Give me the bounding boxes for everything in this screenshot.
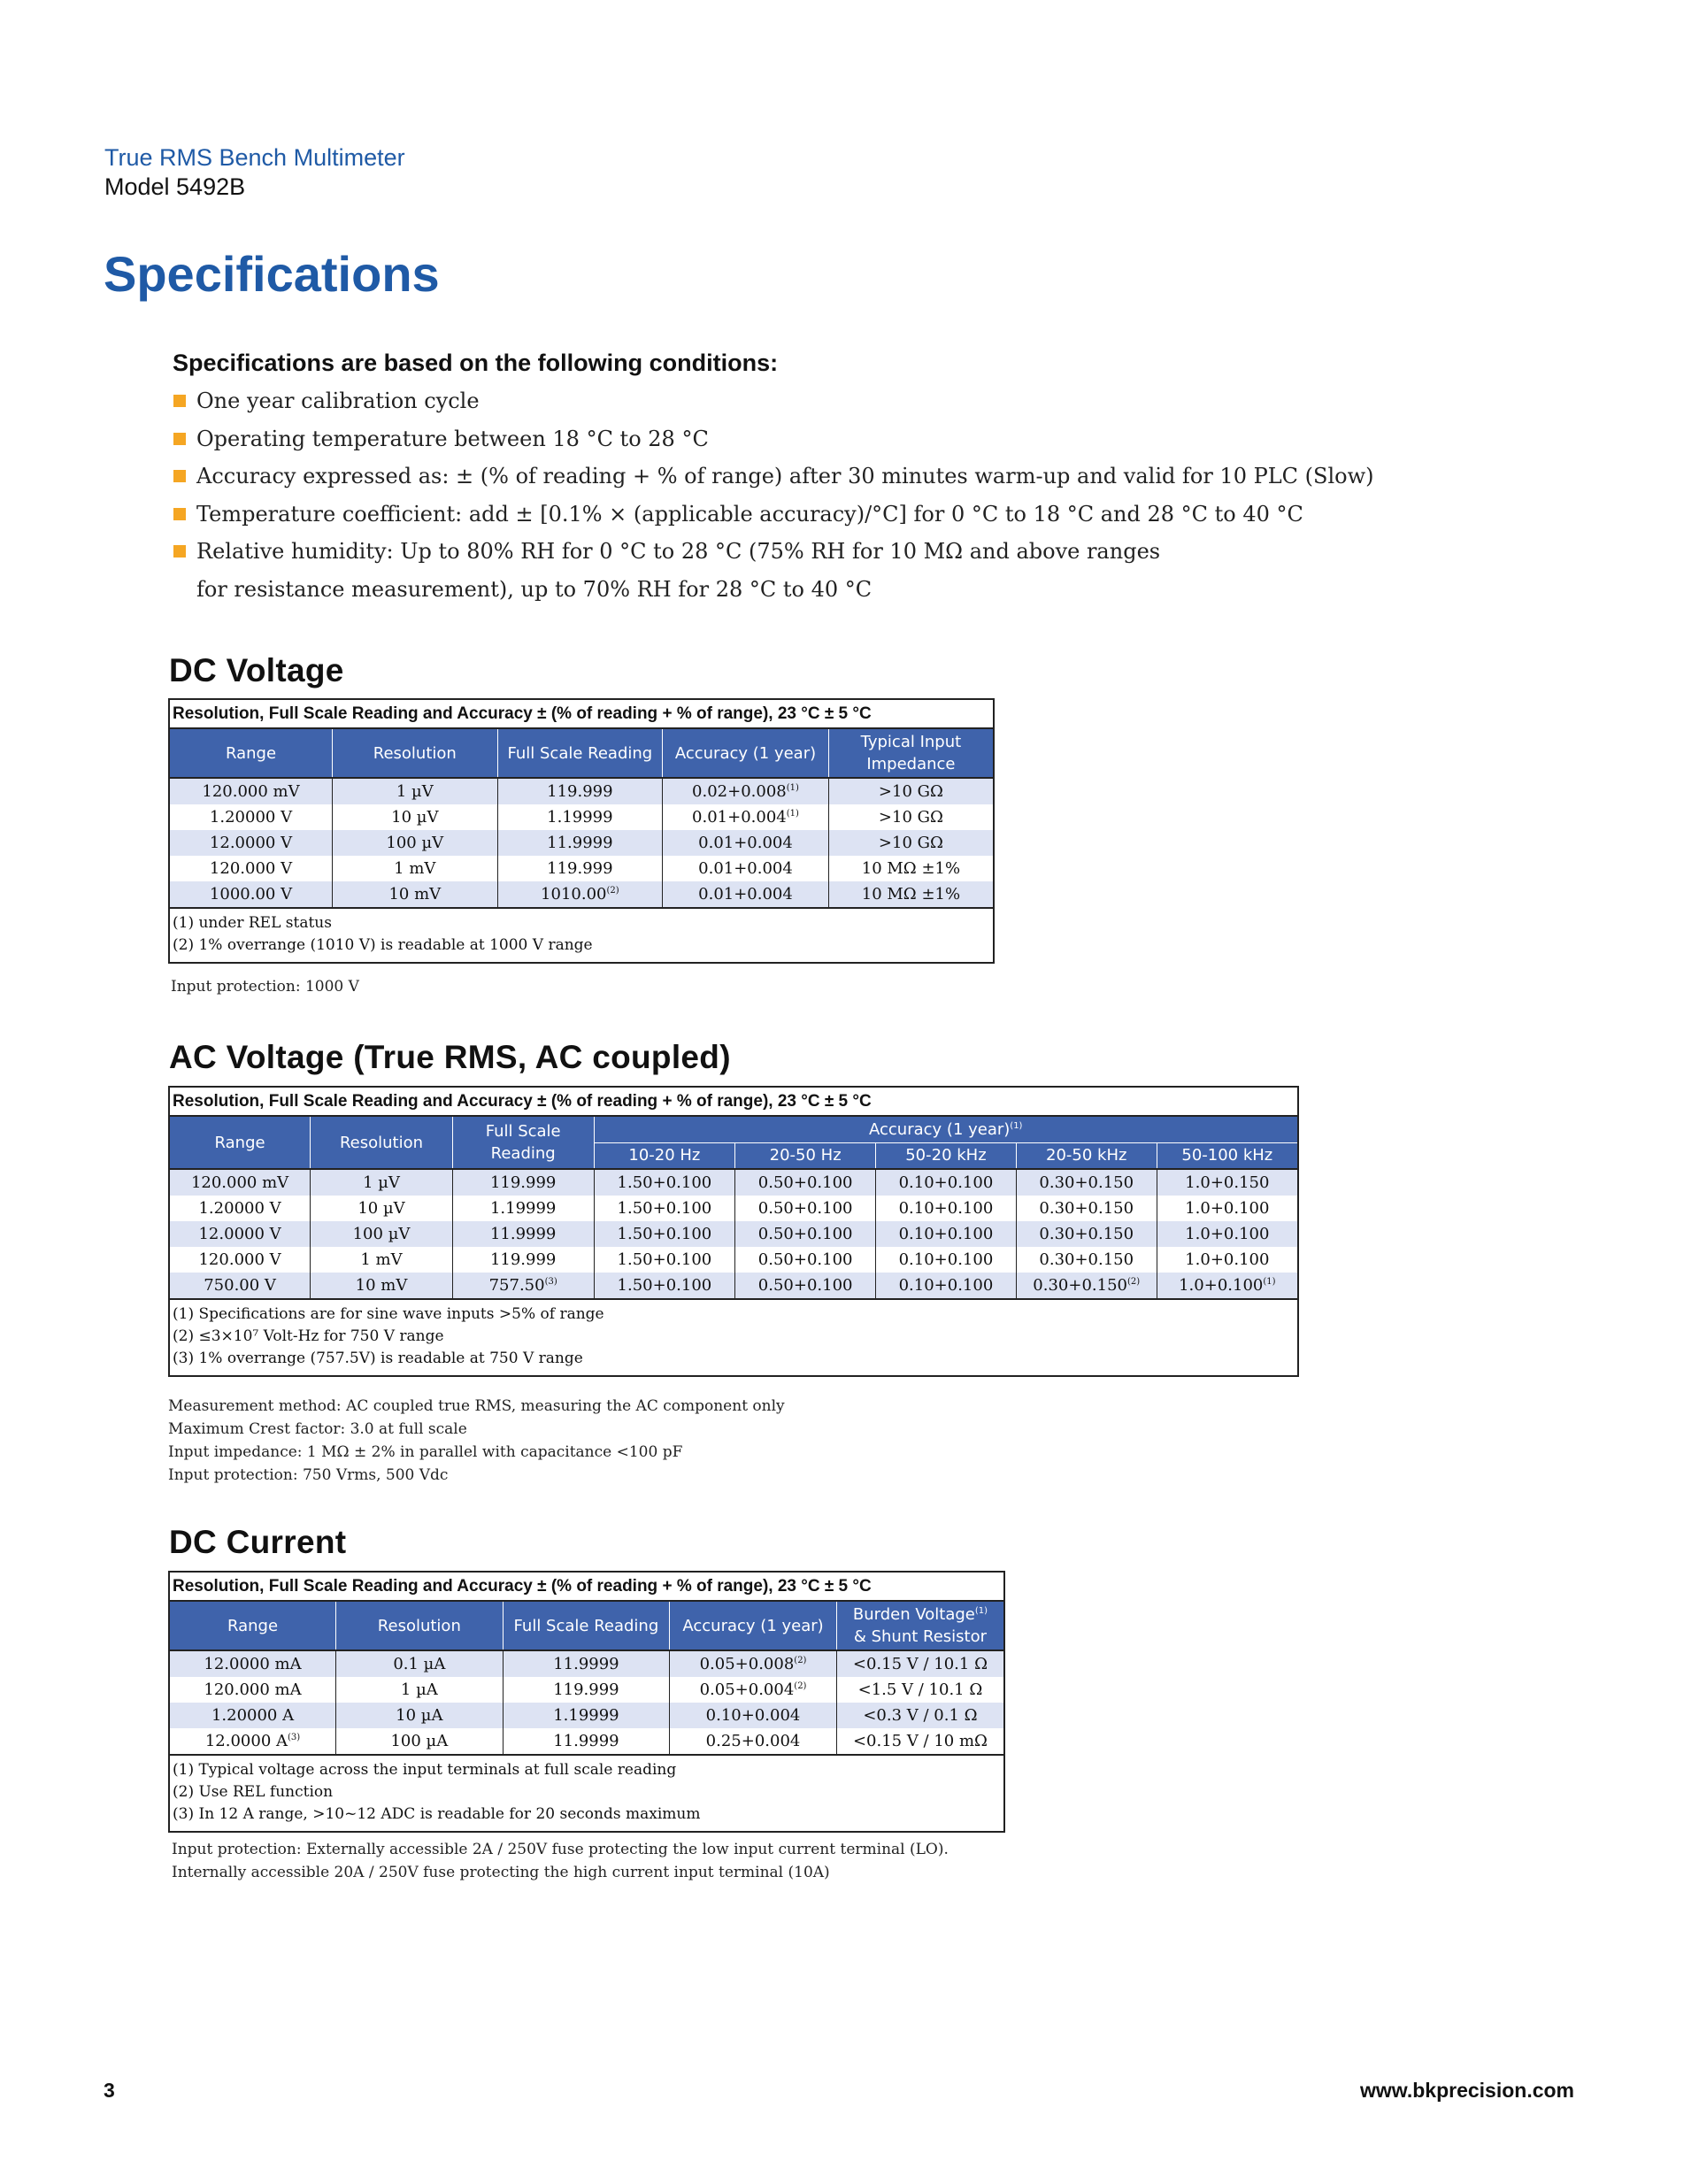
column-subheader: 10-20 Hz [594,1142,735,1169]
conditions-heading: Specifications are based on the following conditions: [173,350,779,376]
column-header: Resolution [333,728,498,778]
column-header: Accuracy (1 year)$^{(1)}$ [594,1116,1298,1142]
table-row: 750.00 V 10 mV 757.50$^{(3)}$ 1.50+0.100 0.50+0.100 0.10+0.100 $0.30+0.150^{(2)}$ $1.0+0.100^{(1)}$ [169,1273,1298,1299]
table-row: 1.20000 V 10 µV 1.19999 1.50+0.100 0.50+0.100 0.10+0.100 0.30+0.150 1.0+0.100 [169,1196,1298,1221]
table-row: 120.000 mV 1 µV 119.999 $0.02+0.008^{(1)}$ >10 GΩ [169,778,994,804]
list-item: Temperature coefficient: add ± [0.1% × (applicable accuracy)/°C] for 0 °C to 18 °C and 28 °C to 40 °C [173,496,1374,534]
bullet-square-icon [173,508,186,520]
table-row: 12.0000 mA 0.1 µA 11.9999 $0.05+0.008^{(2)}$ <0.15 V / 10.1 Ω [169,1650,1004,1677]
column-subheader: 50-100 kHz [1157,1142,1298,1169]
column-header: Full Scale Reading [497,728,663,778]
table-row: 1000.00 V 10 mV 1010.00$^{(2)}$ 0.01+0.004 10 MΩ ±1% [169,881,994,908]
website-url: www.bkprecision.com [1360,2079,1574,2102]
page-number: 3 [104,2079,115,2102]
column-subheader: 20-50 Hz [735,1142,876,1169]
ac-voltage-title: AC Voltage (True RMS, AC coupled) [169,1039,731,1075]
column-header: Resolution [311,1116,453,1169]
ac-voltage-table [168,1086,1299,1377]
table-row: 120.000 mV 1 µV 119.999 1.50+0.100 0.50+0.100 0.10+0.100 0.30+0.150 1.0+0.150 [169,1169,1298,1196]
table-row: 120.000 V 1 mV 119.999 0.01+0.004 10 MΩ ±1% [169,856,994,881]
column-subheader: 50-20 kHz [876,1142,1017,1169]
column-header: Accuracy (1 year) [670,1601,837,1650]
list-item: Accuracy expressed as: ± (% of reading + % of range) after 30 minutes warm-up and valid for 10 PLC (Slow) [173,458,1374,496]
column-header: Accuracy (1 year) [663,728,829,778]
bullet-square-icon [173,395,186,407]
list-item: Relative humidity: Up to 80% RH for 0 °C to 28 °C (75% RH for 10 MΩ and above ranges for resistance measurement), up to 70% RH for 28 °C to 40 °C [173,533,1374,608]
dc-voltage-title: DC Voltage [169,652,344,688]
table-row: 12.0000 $A^{(3)}$ 100 µA 11.9999 0.25+0.004 <0.15 V / 10 mΩ [169,1728,1004,1755]
ac-voltage-notes: Measurement method: AC coupled true RMS, measuring the AC component only Maximum Crest factor: 3.0 at full scale Input impedance: 1 MΩ ± 2% in parallel with capacitance <100 pF Input protection: 750 Vrms, 500 Vdc [168,1397,785,1484]
bullet-square-icon [173,470,186,482]
column-header: Full Scale Reading [503,1601,670,1650]
product-name: True RMS Bench Multimeter [104,144,405,171]
list-item: One year calibration cycle [173,382,1374,420]
table-caption: Resolution, Full Scale Reading and Accuracy ± (% of reading + % of range), 23 °C ± 5 °C [169,1572,1004,1601]
table-row: 1.20000 V 10 µV 1.19999 $0.01+0.004^{(1)}$ >10 GΩ [169,804,994,830]
table-row: 120.000 V 1 mV 119.999 1.50+0.100 0.50+0.100 0.10+0.100 0.30+0.150 1.0+0.100 [169,1247,1298,1273]
table-caption: Resolution, Full Scale Reading and Accuracy ± (% of reading + % of range), 23 °C ± 5 °C [169,1087,1298,1116]
page-title: Specifications [104,246,440,302]
bullet-square-icon [173,545,186,558]
column-header: Range [169,728,333,778]
table-row: 12.0000 V 100 µV 11.9999 0.01+0.004 >10 GΩ [169,830,994,856]
dc-current-title: DC Current [169,1524,347,1560]
table-footnotes: (1) Specifications are for sine wave inputs >5% of range (2) ≤3×10⁷ Volt-Hz for 750 V range (3) 1% overrange (757.5V) is readable at 750 V range [169,1299,1298,1376]
table-row: 12.0000 V 100 µV 11.9999 1.50+0.100 0.50+0.100 0.10+0.100 0.30+0.150 1.0+0.100 [169,1221,1298,1247]
table-row: 120.000 mA 1 µA 119.999 $0.05+0.004^{(2)}$ <1.5 V / 10.1 Ω [169,1677,1004,1703]
dc-current-table [168,1571,1005,1833]
list-item-continuation: for resistance measurement), up to 70% RH for 28 °C to 40 °C [196,576,873,602]
column-header: Resolution [336,1601,504,1650]
column-header: Burden Voltage$^{(1)}$ & Shunt Resistor [836,1601,1004,1650]
column-header: Full Scale Reading [452,1116,594,1169]
list-item: Operating temperature between 18 °C to 28 °C [173,420,1374,458]
dc-voltage-notes: Input protection: 1000 V [171,978,359,996]
table-caption: Resolution, Full Scale Reading and Accuracy ± (% of reading + % of range), 23 °C ± 5 °C [169,699,994,728]
column-header: Range [169,1116,311,1169]
column-header: Range [169,1601,336,1650]
table-footnotes: (1) under REL status (2) 1% overrange (1010 V) is readable at 1000 V range [169,908,994,963]
column-header: Typical Input Impedance [828,728,994,778]
column-subheader: 20-50 kHz [1016,1142,1157,1169]
model-number: Model 5492B [104,173,246,200]
dc-current-notes: Input protection: Externally accessible 2A / 250V fuse protecting the low input current terminal (LO). Internally accessible 20A / 250V fuse protecting the high current input terminal (10A) [172,1841,949,1881]
bullet-square-icon [173,433,186,445]
dc-voltage-table [168,698,995,964]
conditions-list [173,382,1374,608]
table-row: 1.20000 A 10 µA 1.19999 0.10+0.004 <0.3 V / 0.1 Ω [169,1703,1004,1728]
table-footnotes: (1) Typical voltage across the input terminals at full scale reading (2) Use REL function (3) In 12 A range, >10~12 ADC is readable for 20 seconds maximum [169,1755,1004,1832]
